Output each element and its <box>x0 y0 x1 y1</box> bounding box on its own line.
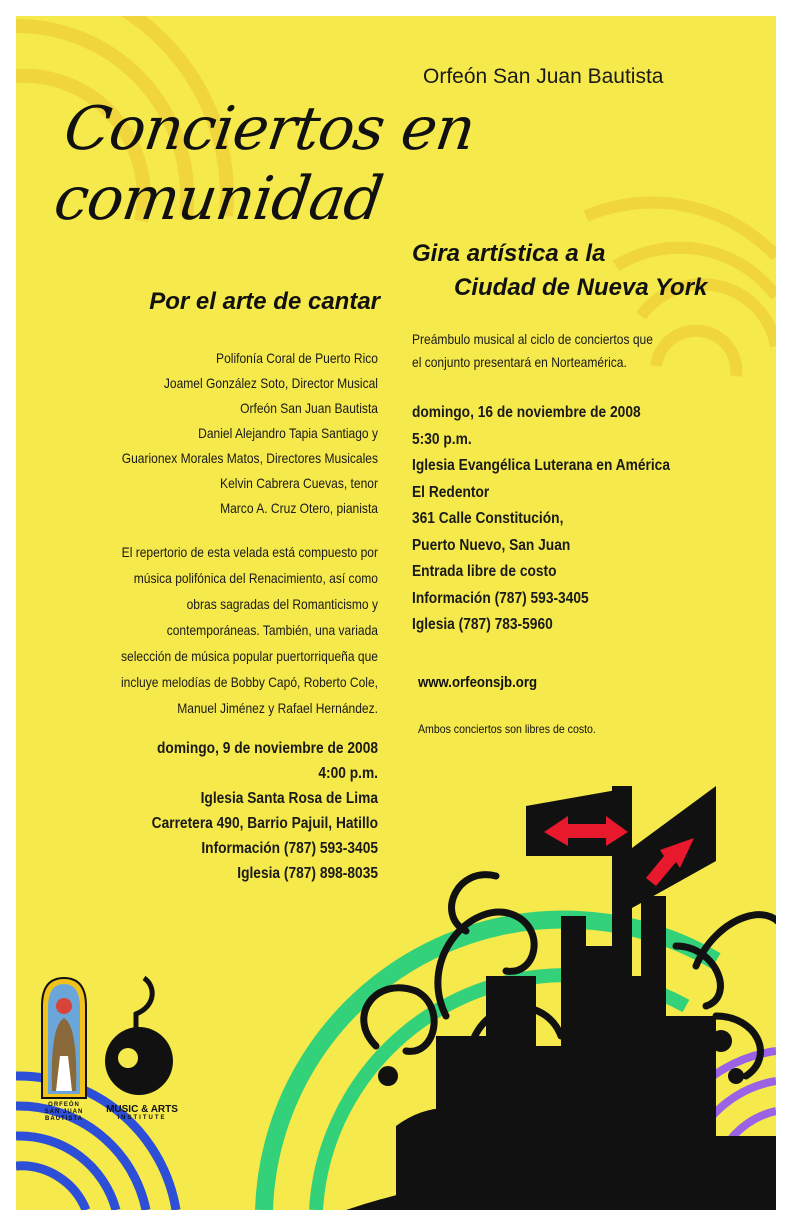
poster <box>16 16 776 1210</box>
repertoire-line: selección de música popular puertorriqueña que <box>120 648 378 664</box>
repertoire-line: música polifónica del Renacimiento, así como <box>133 570 378 586</box>
credit-line: Orfeón San Juan Bautista <box>240 400 378 416</box>
event-venue-name: El Redentor <box>412 483 490 501</box>
event-church-phone: Iglesia (787) 898-8035 <box>237 865 378 882</box>
repertoire-line: El repertorio de esta velada está compuesto por <box>121 544 379 560</box>
free-admission-note: Ambos conciertos son libres de costo. <box>418 722 596 736</box>
music-arts-logo-art <box>105 978 173 1095</box>
orfeon-logo-art <box>42 978 86 1098</box>
orfeon-logo-text: ORFEÓN SAN JUAN BAUTISTA <box>44 1102 84 1122</box>
credit-line: Kelvin Cabrera Cuevas, tenor <box>220 475 378 491</box>
event-san-juan <box>412 400 704 639</box>
event-venue: Iglesia Santa Rosa de Lima <box>200 790 378 807</box>
script-title: Conciertos en comunidad <box>50 94 479 234</box>
event-admission: Entrada libre de costo <box>412 563 557 580</box>
event-date: domingo, 9 de noviembre de 2008 <box>157 740 378 757</box>
repertoire-line: contemporáneas. También, una variada <box>166 622 378 638</box>
preamble-paragraph <box>412 328 704 374</box>
right-heading-line2: Ciudad de Nueva York <box>454 274 708 301</box>
credit-line: Guarionex Morales Matos, Directores Musicales <box>121 450 379 466</box>
preamble-line: Preámbulo musical al ciclo de conciertos que <box>412 331 653 347</box>
website-link[interactable]: www.orfeonsjb.org <box>418 674 538 691</box>
right-heading-line1: Gira artística a la <box>412 240 606 267</box>
repertoire-line: obras sagradas del Romanticismo y <box>186 596 378 612</box>
repertoire-line: incluye melodías de Bobby Capó, Roberto Cole, <box>120 674 379 690</box>
event-city: Puerto Nuevo, San Juan <box>412 536 571 554</box>
credit-line: Joamel González Soto, Director Musical <box>163 375 378 391</box>
event-hatillo <box>101 736 378 886</box>
event-time: 5:30 p.m. <box>412 430 472 448</box>
organization-name: Orfeón San Juan Bautista <box>423 65 664 88</box>
music-arts-logo-text: MUSIC & ARTS INSTITUTE <box>106 1104 178 1121</box>
left-heading: Por el arte de cantar <box>149 288 380 315</box>
repertoire-paragraph <box>101 539 378 721</box>
repertoire-line: Manuel Jiménez y Rafael Hernández. <box>177 700 378 716</box>
event-venue: Iglesia Evangélica Luterana en América <box>412 457 670 474</box>
event-church-phone: Iglesia (787) 783-5960 <box>412 616 553 633</box>
event-info-phone: Información (787) 593-3405 <box>412 589 589 607</box>
event-time: 4:00 p.m. <box>318 765 378 782</box>
credit-line: Marco A. Cruz Otero, pianista <box>220 500 378 516</box>
credits-list <box>101 346 378 521</box>
preamble-line: el conjunto presentará en Norteamérica. <box>412 354 627 370</box>
blue-rings <box>16 1076 176 1210</box>
event-address: Carretera 490, Barrio Pajuil, Hatillo <box>151 815 378 832</box>
credit-line: Polifonía Coral de Puerto Rico <box>216 350 378 366</box>
event-info-phone: Información (787) 593-3405 <box>201 840 378 857</box>
credit-line: Daniel Alejandro Tapia Santiago y <box>198 425 378 441</box>
event-address: 361 Calle Constitución, <box>412 510 564 527</box>
event-date: domingo, 16 de noviembre de 2008 <box>412 404 641 421</box>
